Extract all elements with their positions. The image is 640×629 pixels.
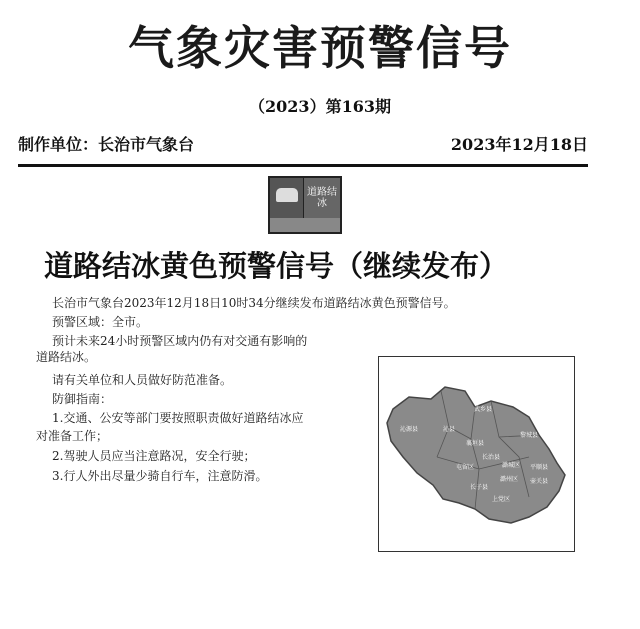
body-line: 请有关单位和人员做好防范准备。 xyxy=(52,373,233,387)
signal-title: 道路结冰黄色预警信号（继续发布） xyxy=(44,249,509,283)
district-label: 壶关县 xyxy=(529,478,549,485)
body-line: 3.行人外出尽量少骑自行车，注意防滑。 xyxy=(52,469,268,483)
district-label: 襄垣县 xyxy=(465,440,485,447)
body-line: 预警区域：全市。 xyxy=(52,315,149,329)
body-line: 防御指南： xyxy=(52,392,113,406)
body-line: 1.交通、公安等部门要按照职责做好道路结冰应 xyxy=(52,411,304,425)
signal-strip xyxy=(270,218,340,232)
issue-date: 2023年12月18日 xyxy=(450,135,588,154)
issuer-unit: 制作单位：长治市气象台 xyxy=(18,135,195,154)
map-svg xyxy=(379,357,573,550)
body-line: 道路结冰。 xyxy=(36,350,97,364)
body-line: 长治市气象台2023年12月18日10时34分继续发布道路结冰黄色预警信号。 xyxy=(52,296,456,310)
district-label: 沁源县 xyxy=(399,426,419,433)
body-line: 对准备工作； xyxy=(36,429,109,443)
district-label: 屯留区 xyxy=(455,464,475,471)
district-label: 长子县 xyxy=(469,484,489,491)
district-label: 沁县 xyxy=(442,426,456,433)
district-label: 长治县 xyxy=(481,454,501,461)
district-label: 潞城区 xyxy=(501,462,521,469)
district-label: 黎城县 xyxy=(519,432,539,439)
signal-grade-label: 道路结冰 xyxy=(304,178,340,218)
header-divider xyxy=(18,164,588,167)
body-line: 2.驾驶人员应当注意路况，安全行驶； xyxy=(52,449,256,463)
warning-area-map xyxy=(378,356,575,552)
skidding-car-icon xyxy=(270,178,304,218)
district-label: 上党区 xyxy=(491,496,511,503)
district-label: 平顺县 xyxy=(529,464,549,471)
district-label: 武乡县 xyxy=(473,406,493,413)
body-line: 预计未来24小时预警区域内仍有对交通有影响的 xyxy=(52,334,308,348)
document-title: 气象灾害预警信号 xyxy=(128,21,512,75)
district-label: 潞州区 xyxy=(499,476,519,483)
issue-number: （2023）第163期 xyxy=(249,97,391,116)
road-icing-warning-icon xyxy=(268,176,342,234)
issuer-row xyxy=(18,132,588,158)
